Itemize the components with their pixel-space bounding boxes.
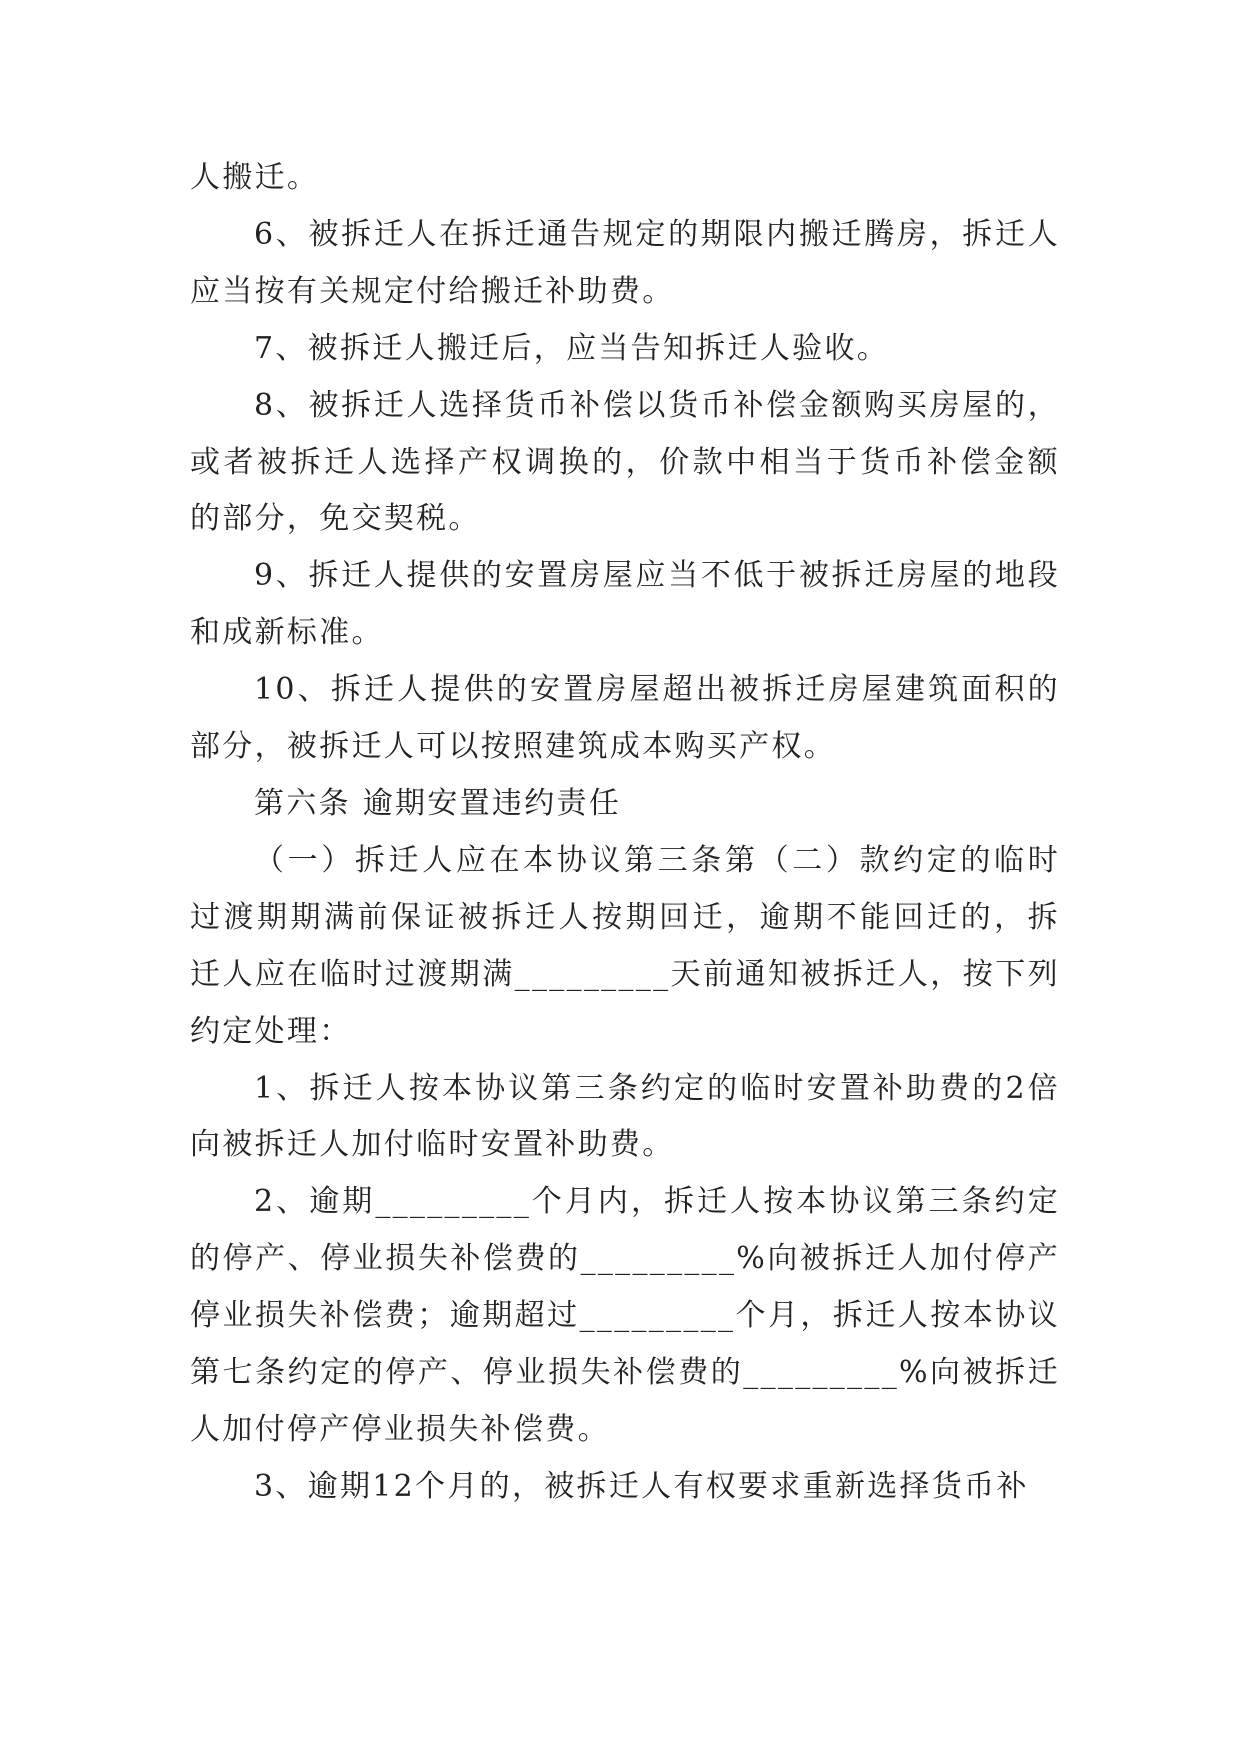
paragraph-item-8: 8、被拆迁人选择货币补偿以货币补偿金额购买房屋的，或者被拆迁人选择产权调换的，价款中相当于货币补偿金额的部分，免交契税。 <box>190 387 1060 537</box>
paragraph-sub-item-1: 1、拆迁人按本协议第三条约定的临时安置补助费的2倍向被拆迁人加付临时安置补助费。 <box>190 1070 1060 1163</box>
document-body <box>190 150 1060 1516</box>
paragraph-clause-one: （一）拆迁人应在本协议第三条第（二）款约定的临时过渡期期满前保证被拆迁人按期回迁，逾期不能回迁的，拆迁人应在临时过渡期满_________天前通知被拆迁人，按下列约定处理： <box>190 842 1060 1049</box>
article-six-heading: 第六条 逾期安置违约责任 <box>254 785 622 821</box>
paragraph-item-6: 6、被拆迁人在拆迁通告规定的期限内搬迁腾房，拆迁人应当按有关规定付给搬迁补助费。 <box>190 216 1060 309</box>
paragraph-sub-item-2: 2、逾期_________个月内，拆迁人按本协议第三条约定的停产、停业损失补偿费的_________%向被拆迁人加付停产停业损失补偿费；逾期超过_________个月，拆迁人按本协议第七条约定的停产、停业损失补偿费的_________%向被拆迁人加付停产停业损失补偿费。 <box>190 1184 1060 1447</box>
paragraph-sub-item-3: 3、逾期12个月的，被拆迁人有权要求重新选择货币补 <box>254 1468 1029 1504</box>
paragraph-continuation: 人搬迁。 <box>190 160 320 195</box>
paragraph-item-7: 7、被拆迁人搬迁后，应当告知拆迁人验收。 <box>254 330 890 366</box>
paragraph-item-9: 9、拆迁人提供的安置房屋应当不低于被拆迁房屋的地段和成新标准。 <box>190 558 1060 651</box>
paragraph-item-10: 10、拆迁人提供的安置房屋超出被拆迁房屋建筑面积的部分，被拆迁人可以按照建筑成本购买产权。 <box>190 672 1060 765</box>
